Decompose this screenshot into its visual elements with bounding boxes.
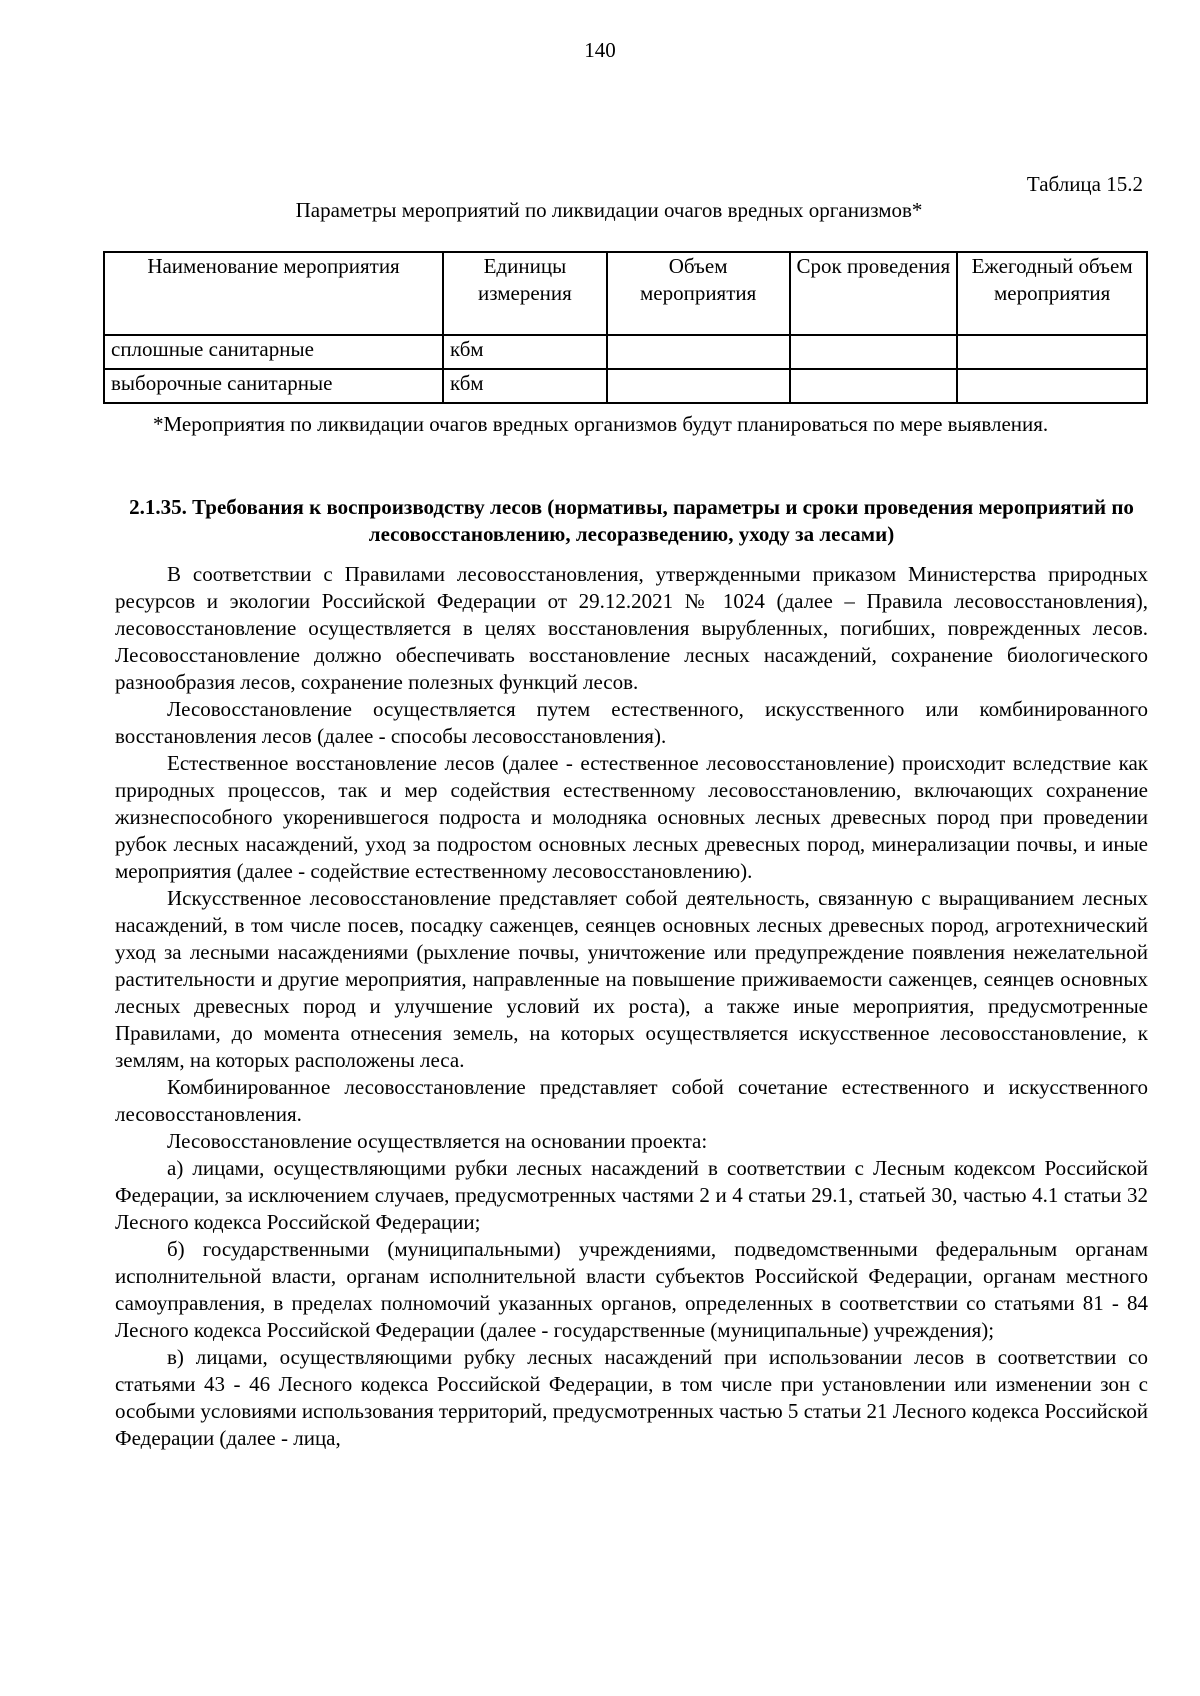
paragraph: Лесовосстановление осуществляется на основании проекта: [167, 1129, 708, 1153]
parameters-table [103, 251, 1148, 404]
table-cell [957, 369, 1147, 403]
table-cell [790, 335, 958, 369]
table-cell [790, 369, 958, 403]
table-row [104, 369, 1147, 403]
paragraph: Лесовосстановление осуществляется путем естественного, искусственного или комбинированного восстановления лесов (далее - способы лесовосстановления). [115, 697, 1148, 748]
column-header-volume: Объем мероприятия [607, 252, 790, 335]
paragraph: В соответствии с Правилами лесовосстановления, утвержденными приказом Министерства природных ресурсов и экологии Российской Федерации от 29.12.2021 № 1024 (далее – Правила лесовосстановления), лесовосстановление осуществляется в целях восстановления вырубленных, погибших, поврежденных лесов. Лесовосстановление должно обеспечивать восстановление лесных насаждений, сохранение биологического разнообразия лесов, сохранение полезных функций лесов. [115, 562, 1148, 694]
table-cell: выборочные санитарные [104, 369, 443, 403]
table-label: Таблица 15.2 [1026, 172, 1143, 196]
section-heading: 2.1.35. Требования к воспроизводству лесов (нормативы, параметры и сроки проведения мероприятий по лесовосстановлению, лесоразведению, уходу за лесами) [129, 495, 1134, 546]
paragraph: Естественное восстановление лесов (далее - естественное лесовосстановление) происходит вследствие как природных процессов, так и мер содействия естественному лесовосстановлению, включающих сохранение жизнеспособного укоренившегося подроста и молодняка основных лесных древесных пород при проведении рубок лесных насаждений, уход за подростом основных лесных древесных пород, минерализации почвы, и иные мероприятия (далее - содействие естественному лесовосстановлению). [115, 751, 1148, 883]
page-number: 140 [584, 38, 616, 62]
paragraph: Комбинированное лесовосстановление представляет собой сочетание естественного и искусственного лесовосстановления. [115, 1075, 1148, 1126]
column-header-annual-volume: Ежегодный объем мероприятия [957, 252, 1147, 335]
column-header-term: Срок проведения [790, 252, 958, 335]
table-row [104, 335, 1147, 369]
paragraph: б) государственными (муниципальными) учреждениями, подведомственными федеральным органам исполнительной власти, органам исполнительной власти субъектов Российской Федерации, органам местного самоуправления, в пределах полномочий указанных органов, определенных в соответствии со статьями 81 - 84 Лесного кодекса Российской Федерации (далее - государственные (муниципальные) учреждения); [115, 1237, 1148, 1342]
table-cell [957, 335, 1147, 369]
table-cell [607, 335, 790, 369]
table-caption: Параметры мероприятий по ликвидации очагов вредных организмов* [295, 198, 923, 222]
table-cell: сплошные санитарные [104, 335, 443, 369]
paragraph: а) лицами, осуществляющими рубки лесных насаждений в соответствии с Лесным кодексом Российской Федерации, за исключением случаев, предусмотренных частями 2 и 4 статьи 29.1, статьей 30, частью 4.1 статьи 32 Лесного кодекса Российской Федерации; [115, 1156, 1148, 1234]
column-header-name: Наименование мероприятия [104, 252, 443, 335]
paragraph: Искусственное лесовосстановление представляет собой деятельность, связанную с выращиванием лесных насаждений, в том числе посев, посадку саженцев, сеянцев основных лесных древесных пород, агротехнический уход за лесными насаждениями (рыхление почвы, уничтожение или предупреждение появления нежелательной растительности и другие мероприятия, направленные на повышение приживаемости саженцев, сеянцев основных лесных древесных пород и улучшение условий их роста), а также иные мероприятия, предусмотренные Правилами, до момента отнесения земель, на которых осуществляется искусственное лесовосстановление, к землям, на которых расположены леса. [115, 886, 1148, 1072]
table-cell [607, 369, 790, 403]
section-body [115, 561, 1148, 1452]
table-header-row [104, 252, 1147, 335]
table-cell: кбм [443, 335, 607, 369]
table-cell: кбм [443, 369, 607, 403]
paragraph: в) лицами, осуществляющими рубку лесных насаждений при использовании лесов в соответствии со статьями 43 - 46 Лесного кодекса Российской Федерации, в том числе при установлении или изменении зон с особыми условиями использования территорий, предусмотренных частью 5 статьи 21 Лесного кодекса Российской Федерации (далее - лица, [115, 1345, 1148, 1450]
table-footnote: *Мероприятия по ликвидации очагов вредных организмов будут планироваться по мере выявления. [153, 412, 1049, 436]
column-header-units: Единицы измерения [443, 252, 607, 335]
